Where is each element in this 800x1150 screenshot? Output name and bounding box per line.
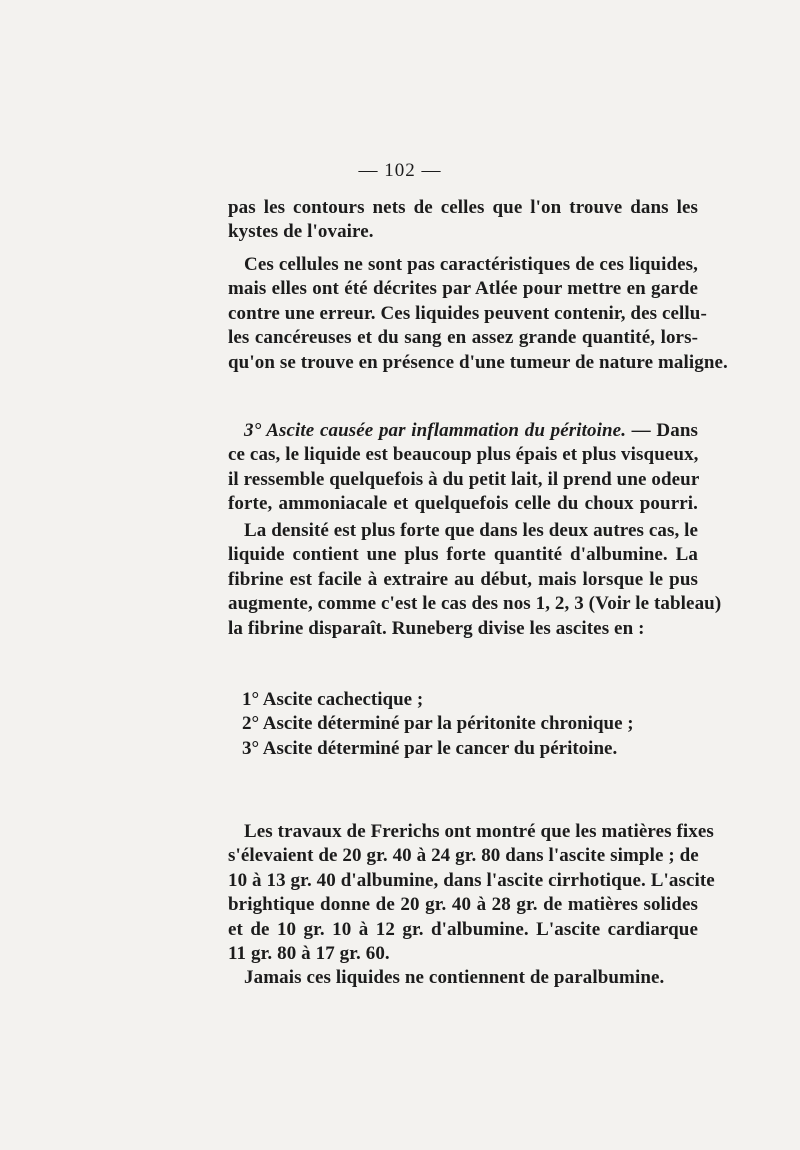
text-line: ce cas, le liquide est beaucoup plus épais et plus visqueux, — [228, 444, 699, 466]
text-line: qu'on se trouve en présence d'une tumeur de nature maligne. — [228, 351, 728, 373]
text-line: La densité est plus forte que dans les deux autres cas, le — [244, 520, 699, 541]
text-line: 10 à 13 gr. 40 d'albumine, dans l'ascite cirrhotique. L'ascite — [228, 869, 715, 891]
list-item: 3° Ascite déterminé par le cancer du péritoine. — [242, 737, 618, 759]
enumeration-list — [242, 688, 634, 761]
text-line: augmente, comme c'est le cas des nos 1, 2, 3 (Voir le tableau) — [228, 593, 722, 615]
text-line: pas les contours nets de celles que l'on trouve dans les — [228, 197, 698, 218]
text-line: contre une erreur. Ces liquides peuvent contenir, des cellu- — [228, 302, 707, 324]
text-line: 11 gr. 80 à 17 gr. 60. — [228, 942, 390, 964]
heading-continuation: — Dans — [626, 420, 698, 441]
text-line: la fibrine disparaît. Runeberg divise les ascites en : — [228, 617, 645, 639]
page-number: — 102 — — [358, 160, 442, 181]
paragraph-cellules — [228, 253, 728, 375]
text-line: fibrine est facile à extraire au début, mais lorsque le pus — [228, 568, 698, 590]
text-line: forte, ammoniacale et quelquefois celle du choux pourri. — [228, 493, 698, 515]
text-line: les cancéreuses et du sang en assez grande quantité, lors- — [228, 327, 698, 349]
paragraph-conclusion — [228, 966, 698, 990]
paragraph-continuation — [228, 196, 698, 245]
text-line: kystes de l'ovaire. — [228, 221, 374, 243]
list-item: 1° Ascite cachectique ; — [242, 689, 424, 710]
paragraph-frerichs — [228, 820, 715, 966]
section-heading: 3° Ascite causée par inflammation du péritoine. — [244, 420, 627, 441]
text-line: Les travaux de Frerichs ont montré que les matières fixes — [244, 821, 714, 842]
text-line: liquide contient une plus forte quantité d'albumine. La — [228, 544, 698, 566]
text-line: Jamais ces liquides ne contiennent de paralbumine. — [244, 967, 665, 988]
text-line: mais elles ont été décrites par Atlée pour mettre en garde — [228, 278, 698, 300]
paragraph-ascite-inflammation — [228, 419, 698, 517]
paragraph-densite — [228, 519, 722, 641]
text-line: Ces cellules ne sont pas caractéristiques de ces liquides, — [244, 254, 698, 275]
text-line: et de 10 gr. 10 à 12 gr. d'albumine. L'ascite cardiarque — [228, 918, 698, 940]
text-line: il ressemble quelquefois à du petit lait, il prend une odeur — [228, 468, 700, 490]
section-heading-line — [228, 419, 698, 443]
text-line: s'élevaient de 20 gr. 40 à 24 gr. 80 dans l'ascite simple ; de — [228, 845, 699, 867]
text-line: brightique donne de 20 gr. 40 à 28 gr. de matières solides — [228, 894, 698, 916]
list-item: 2° Ascite déterminé par la péritonite chronique ; — [242, 713, 634, 735]
